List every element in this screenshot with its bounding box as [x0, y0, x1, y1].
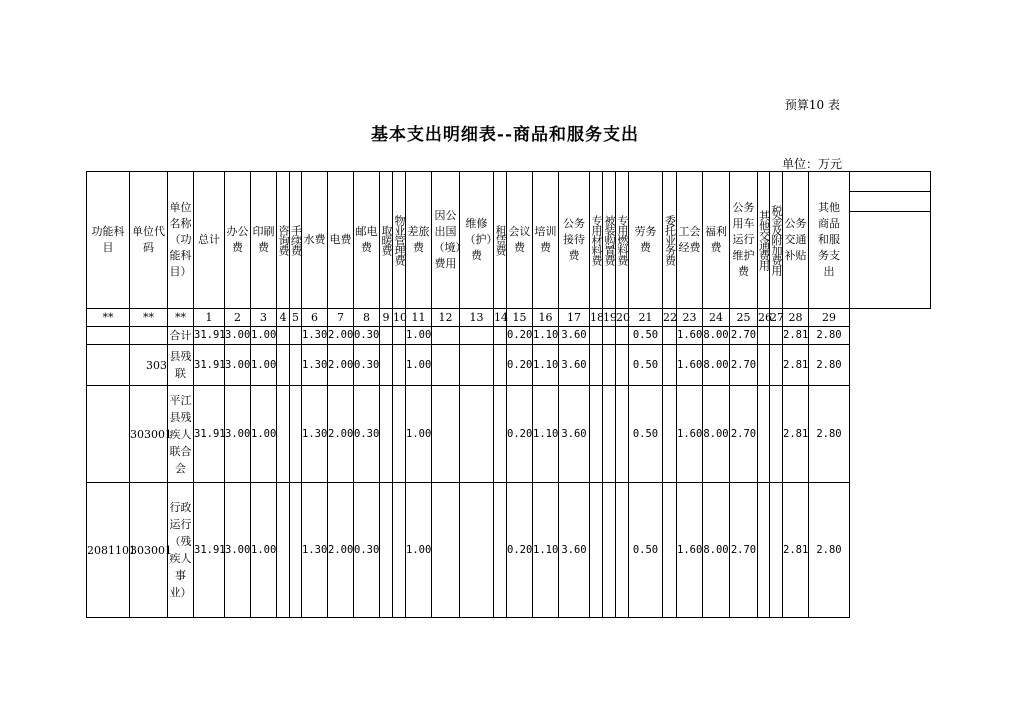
amount-cell: 1.60 [677, 327, 703, 345]
index-cell: 5 [290, 309, 302, 327]
amount-cell: 31.91 [194, 386, 225, 483]
table-row [87, 345, 931, 386]
code-cell: 303 [130, 345, 168, 386]
amount-cell [290, 345, 302, 386]
column-header [770, 172, 783, 309]
column-header-label: 物业管理费 [393, 215, 406, 265]
column-header-label: 水费 [303, 233, 326, 246]
index-cell: 26 [758, 309, 770, 327]
amount-cell [494, 345, 507, 386]
amount-cell [603, 386, 616, 483]
column-header-label: 公务用车运行维护费 [732, 201, 755, 278]
amount-cell [494, 483, 507, 618]
amount-cell: 2.70 [730, 386, 758, 483]
column-header [507, 172, 533, 309]
amount-cell [663, 386, 677, 483]
column-header [616, 172, 629, 309]
column-header-label: 取暖费 [380, 225, 393, 255]
amount-cell [380, 386, 393, 483]
amount-cell: 1.00 [251, 327, 277, 345]
amount-cell: 0.50 [629, 327, 663, 345]
column-header-label: 委托业务费 [663, 215, 677, 265]
amount-cell: 31.91 [194, 483, 225, 618]
amount-cell [393, 345, 406, 386]
amount-cell [290, 483, 302, 618]
code-cell [87, 345, 130, 386]
amount-cell: 2.81 [783, 345, 809, 386]
amount-cell [290, 386, 302, 483]
amount-cell: 0.30 [354, 345, 380, 386]
amount-cell [770, 386, 783, 483]
column-header [460, 172, 498, 309]
index-cell: 6 [302, 309, 328, 327]
amount-cell: 2.70 [730, 327, 758, 345]
column-header-label: 手续费 [289, 225, 303, 255]
index-cell: 20 [616, 309, 629, 327]
amount-cell [616, 327, 629, 345]
table-number: 预算10 表 [784, 98, 840, 112]
index-cell: 28 [783, 309, 809, 327]
index-cell: 23 [677, 309, 703, 327]
column-header [393, 172, 406, 309]
amount-cell: 0.30 [354, 386, 380, 483]
index-cell: 22 [663, 309, 677, 327]
amount-cell: 1.00 [406, 386, 432, 483]
amount-cell [290, 327, 302, 345]
amount-cell: 3.00 [225, 386, 251, 483]
amount-cell: 0.20 [507, 483, 533, 618]
amount-cell: 1.00 [251, 345, 277, 386]
index-cell: 24 [703, 309, 730, 327]
amount-cell: 2.00 [328, 327, 354, 345]
amount-cell [432, 327, 460, 345]
amount-cell: 1.10 [533, 327, 559, 345]
column-header [629, 172, 663, 309]
index-cell: 4 [277, 309, 290, 327]
column-header [302, 172, 328, 309]
code-cell: 303001 [130, 483, 168, 618]
amount-cell: 31.91 [194, 327, 225, 345]
amount-cell: 1.30 [302, 483, 328, 618]
blank-cell [850, 327, 931, 345]
amount-cell: 3.00 [225, 327, 251, 345]
amount-cell [460, 345, 494, 386]
column-header-label: 工会经费 [678, 225, 701, 254]
amount-cell [758, 386, 770, 483]
column-header-label: 电费 [329, 233, 352, 246]
column-header [559, 172, 590, 309]
amount-cell: 2.80 [809, 386, 850, 483]
column-header [783, 172, 809, 309]
index-cell: 7 [328, 309, 354, 327]
amount-cell [758, 327, 770, 345]
column-header [663, 172, 677, 309]
amount-cell: 8.00 [703, 483, 730, 618]
amount-cell: 2.81 [783, 327, 809, 345]
column-header [277, 172, 290, 309]
column-header [703, 172, 730, 309]
amount-cell [616, 386, 629, 483]
column-header [87, 172, 130, 309]
index-cell: ** [130, 309, 168, 327]
amount-cell: 1.00 [406, 345, 432, 386]
amount-cell: 2.80 [809, 483, 850, 618]
amount-cell: 1.30 [302, 386, 328, 483]
unit-name-cell: 合计 [168, 327, 194, 345]
unit-name-cell: 平江县残疾人联合会 [168, 386, 194, 483]
column-header [603, 172, 616, 309]
column-header [758, 172, 770, 309]
index-cell: 15 [507, 309, 533, 327]
amount-cell: 0.20 [507, 386, 533, 483]
column-header [730, 172, 758, 309]
amount-cell [616, 345, 629, 386]
amount-cell [770, 327, 783, 345]
amount-cell [460, 327, 494, 345]
amount-cell: 3.60 [559, 327, 590, 345]
amount-cell [432, 483, 460, 618]
amount-cell [393, 327, 406, 345]
amount-cell: 8.00 [703, 345, 730, 386]
index-cell: 27 [770, 309, 783, 327]
amount-cell: 1.10 [533, 483, 559, 618]
index-cell: 29 [809, 309, 850, 327]
index-cell: ** [168, 309, 194, 327]
column-header-label: 被装购置费 [603, 215, 616, 265]
amount-cell: 1.60 [677, 345, 703, 386]
amount-cell: 1.60 [677, 386, 703, 483]
index-cell: 17 [559, 309, 590, 327]
column-header-label: 印刷费 [252, 225, 275, 254]
column-header-label: 公务接待费 [563, 217, 585, 262]
index-cell: 9 [380, 309, 393, 327]
amount-cell [663, 483, 677, 618]
amount-cell: 1.10 [533, 386, 559, 483]
column-header [494, 172, 507, 309]
amount-cell: 2.81 [783, 386, 809, 483]
index-cell: 3 [251, 309, 277, 327]
column-header-label: 培训费 [534, 225, 557, 254]
column-header [225, 172, 251, 309]
column-header-label: 单位代码 [132, 225, 165, 254]
column-header [168, 172, 194, 309]
amount-cell: 0.50 [629, 386, 663, 483]
column-header [533, 172, 559, 309]
code-cell [130, 327, 168, 345]
column-header-label: 福利费 [705, 225, 727, 254]
amount-cell [603, 345, 616, 386]
column-header [380, 172, 393, 309]
table-row [87, 327, 931, 345]
unit-name-cell: 行政运行（残疾人事业） [168, 483, 194, 618]
amount-cell [460, 483, 494, 618]
amount-cell: 31.91 [194, 345, 225, 386]
column-header [406, 172, 432, 309]
amount-cell [494, 386, 507, 483]
column-header-label: 差旅费 [407, 225, 430, 254]
amount-cell [663, 327, 677, 345]
amount-cell: 3.00 [225, 345, 251, 386]
amount-cell [758, 345, 770, 386]
column-header-label: 会议费 [508, 225, 531, 254]
column-header-label: 咨询费 [277, 225, 290, 255]
column-header [354, 172, 380, 309]
amount-cell: 0.50 [629, 345, 663, 386]
column-header [432, 172, 467, 309]
index-cell: 1 [194, 309, 225, 327]
amount-cell [603, 483, 616, 618]
column-header-label: 单位名称（功能科目） [169, 201, 192, 278]
amount-cell [770, 483, 783, 618]
blank-header-cell [850, 172, 931, 309]
index-cell: 12 [432, 309, 460, 327]
column-header [677, 172, 703, 309]
amount-cell: 8.00 [703, 386, 730, 483]
amount-cell [380, 327, 393, 345]
column-header [590, 172, 603, 309]
unit-name-cell: 县残联 [168, 345, 194, 386]
blank-cell [850, 386, 931, 483]
column-header-label: 其他商品和服务支出 [818, 201, 840, 278]
amount-cell: 2.80 [809, 327, 850, 345]
index-cell: 21 [629, 309, 663, 327]
column-header-label: 劳务费 [634, 225, 657, 254]
amount-cell: 2.00 [328, 345, 354, 386]
amount-cell [393, 483, 406, 618]
table-row [87, 386, 931, 483]
amount-cell [616, 483, 629, 618]
blank-cell [850, 345, 931, 386]
index-row [87, 309, 931, 327]
column-header [809, 172, 850, 309]
code-cell: 2081101 [87, 483, 130, 618]
amount-cell [460, 386, 494, 483]
amount-cell [758, 483, 770, 618]
code-cell [87, 327, 130, 345]
amount-cell: 1.30 [302, 327, 328, 345]
column-header-label: 租赁费 [494, 225, 507, 255]
column-header-label: 功能科目 [91, 225, 125, 254]
index-cell: 19 [603, 309, 616, 327]
amount-cell: 1.60 [677, 483, 703, 618]
column-header-label: 专用材料费 [590, 215, 603, 265]
column-header [251, 172, 277, 309]
column-header-label: 税金及附加费用 [770, 205, 783, 275]
index-cell: 2 [225, 309, 251, 327]
amount-cell [380, 483, 393, 618]
column-header [194, 172, 225, 309]
code-cell: 303001 [130, 386, 168, 483]
index-cell: ** [87, 309, 130, 327]
amount-cell [770, 345, 783, 386]
column-header-label: 因公出国（境）费用 [433, 209, 467, 270]
blank-cell [850, 483, 931, 618]
amount-cell: 0.50 [629, 483, 663, 618]
amount-cell: 0.30 [354, 327, 380, 345]
amount-cell: 1.00 [406, 327, 432, 345]
amount-cell: 2.00 [328, 483, 354, 618]
column-header-label: 办公费 [226, 225, 249, 254]
amount-cell [590, 386, 603, 483]
index-cell: 11 [406, 309, 432, 327]
column-header-label: 总计 [198, 233, 220, 246]
amount-cell: 1.00 [251, 386, 277, 483]
amount-cell [494, 327, 507, 345]
amount-cell: 1.10 [533, 345, 559, 386]
amount-cell: 1.00 [406, 483, 432, 618]
amount-cell [590, 327, 603, 345]
index-cell: 16 [533, 309, 559, 327]
amount-cell [277, 345, 290, 386]
index-cell: 14 [494, 309, 507, 327]
expense-table [86, 171, 931, 618]
amount-cell [393, 386, 406, 483]
amount-cell: 2.80 [809, 345, 850, 386]
column-header-label: 其他交通费用 [757, 210, 771, 270]
amount-cell [277, 327, 290, 345]
column-header [290, 172, 302, 309]
table-row [87, 483, 931, 618]
index-cell: 18 [590, 309, 603, 327]
amount-cell: 3.60 [559, 345, 590, 386]
amount-cell: 3.60 [559, 483, 590, 618]
amount-cell: 2.70 [730, 345, 758, 386]
column-header-label: 专用燃料费 [616, 215, 629, 265]
amount-cell: 3.60 [559, 386, 590, 483]
amount-cell: 2.00 [328, 386, 354, 483]
column-header [130, 172, 168, 309]
index-cell: 8 [354, 309, 380, 327]
amount-cell [663, 345, 677, 386]
index-cell: 13 [460, 309, 494, 327]
blank-cell [850, 309, 931, 327]
amount-cell: 2.81 [783, 483, 809, 618]
amount-cell: 1.00 [251, 483, 277, 618]
code-cell [87, 386, 130, 483]
amount-cell: 1.30 [302, 345, 328, 386]
index-cell: 25 [730, 309, 758, 327]
unit-label: 单位：万元 [781, 157, 842, 171]
amount-cell [380, 345, 393, 386]
amount-cell: 0.30 [354, 483, 380, 618]
amount-cell: 0.20 [507, 345, 533, 386]
amount-cell [590, 345, 603, 386]
amount-cell: 0.20 [507, 327, 533, 345]
index-cell: 10 [393, 309, 406, 327]
amount-cell [277, 483, 290, 618]
amount-cell: 8.00 [703, 327, 730, 345]
page-title: 基本支出明细表--商品和服务支出 [370, 125, 640, 145]
amount-cell [590, 483, 603, 618]
column-header-label: 邮电费 [355, 225, 378, 254]
amount-cell [603, 327, 616, 345]
amount-cell [277, 386, 290, 483]
amount-cell: 3.00 [225, 483, 251, 618]
column-header-label: 公务交通补贴 [784, 217, 807, 262]
column-header-label: 维修（护）费 [464, 217, 498, 262]
amount-cell [432, 345, 460, 386]
amount-cell: 2.70 [730, 483, 758, 618]
header-row [87, 172, 931, 309]
amount-cell [432, 386, 460, 483]
column-header [328, 172, 354, 309]
